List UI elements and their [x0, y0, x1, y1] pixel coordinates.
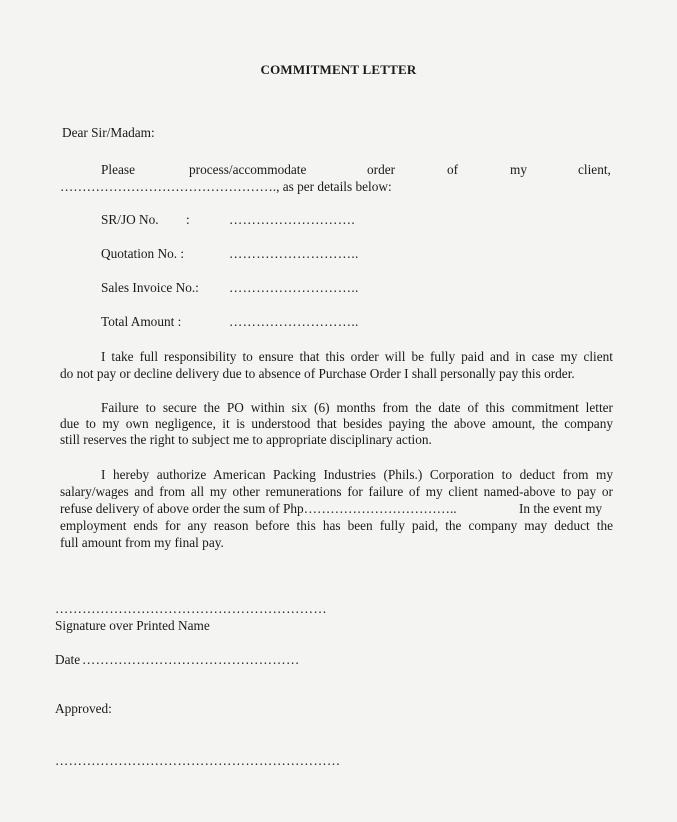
- approved-label: Approved:: [55, 701, 112, 716]
- field-blank-total-amount[interactable]: ………………………..: [229, 314, 359, 329]
- approved-line[interactable]: ………………………………………………………: [55, 753, 341, 768]
- date-label: Date: [55, 652, 81, 667]
- intro-word-order: order: [367, 162, 396, 177]
- field-label-sales-invoice: Sales Invoice No.:: [101, 280, 199, 295]
- para3-line4: employment ends for any reason before this has been fully paid, the company may deduct the: [60, 518, 613, 533]
- intro-word-of: of: [447, 162, 459, 177]
- date-line[interactable]: …………………………………………: [82, 652, 300, 667]
- intro-word-client: client,: [578, 162, 611, 177]
- intro-word-process: process/accommodate: [189, 162, 307, 177]
- para3-line3-end: In the event my: [519, 501, 603, 516]
- field-blank-srjo[interactable]: ……………………….: [229, 212, 355, 227]
- salutation: Dear Sir/Madam:: [62, 125, 155, 140]
- para1-line1: I take full responsibility to ensure that this order will be fully paid and in case my client: [101, 349, 613, 364]
- intro-word-my: my: [510, 162, 527, 177]
- letter-title: COMMITMENT LETTER: [260, 62, 417, 77]
- para2-line1: Failure to secure the PO within six (6) months from the date of this commitment letter: [101, 400, 613, 415]
- intro-word-please: Please: [101, 162, 135, 177]
- field-label-total-amount: Total Amount :: [101, 314, 182, 329]
- field-blank-sales-invoice[interactable]: ………………………..: [229, 280, 359, 295]
- para3-line2: salary/wages and from all my other remunerations for failure of my client named-above to pay or: [60, 484, 613, 499]
- para3-line1: I hereby authorize American Packing Industries (Phils.) Corporation to deduct from my: [101, 467, 613, 482]
- para1-line2: do not pay or decline delivery due to absence of Purchase Order I shall personally pay this order.: [60, 366, 575, 381]
- field-label-quotation: Quotation No. :: [101, 246, 185, 261]
- para3-line3-amount: refuse delivery of above order the sum of Php……………………………..: [60, 501, 457, 516]
- field-colon-srjo: :: [186, 212, 190, 227]
- para3-line5: full amount from my final pay.: [60, 535, 224, 550]
- intro-client-blank: …………………………………………., as per details below:: [60, 179, 392, 194]
- field-blank-quotation[interactable]: ………………………..: [229, 246, 359, 261]
- signature-line[interactable]: ……………………………………………………: [55, 601, 327, 616]
- para2-line3: still reserves the right to subject me to appropriate disciplinary action.: [60, 432, 432, 447]
- field-label-srjo: SR/JO No.: [101, 212, 159, 227]
- para2-line2: due to my own negligence, it is understood that besides paying the above amount, the company: [60, 416, 613, 431]
- signature-label: Signature over Printed Name: [55, 618, 210, 633]
